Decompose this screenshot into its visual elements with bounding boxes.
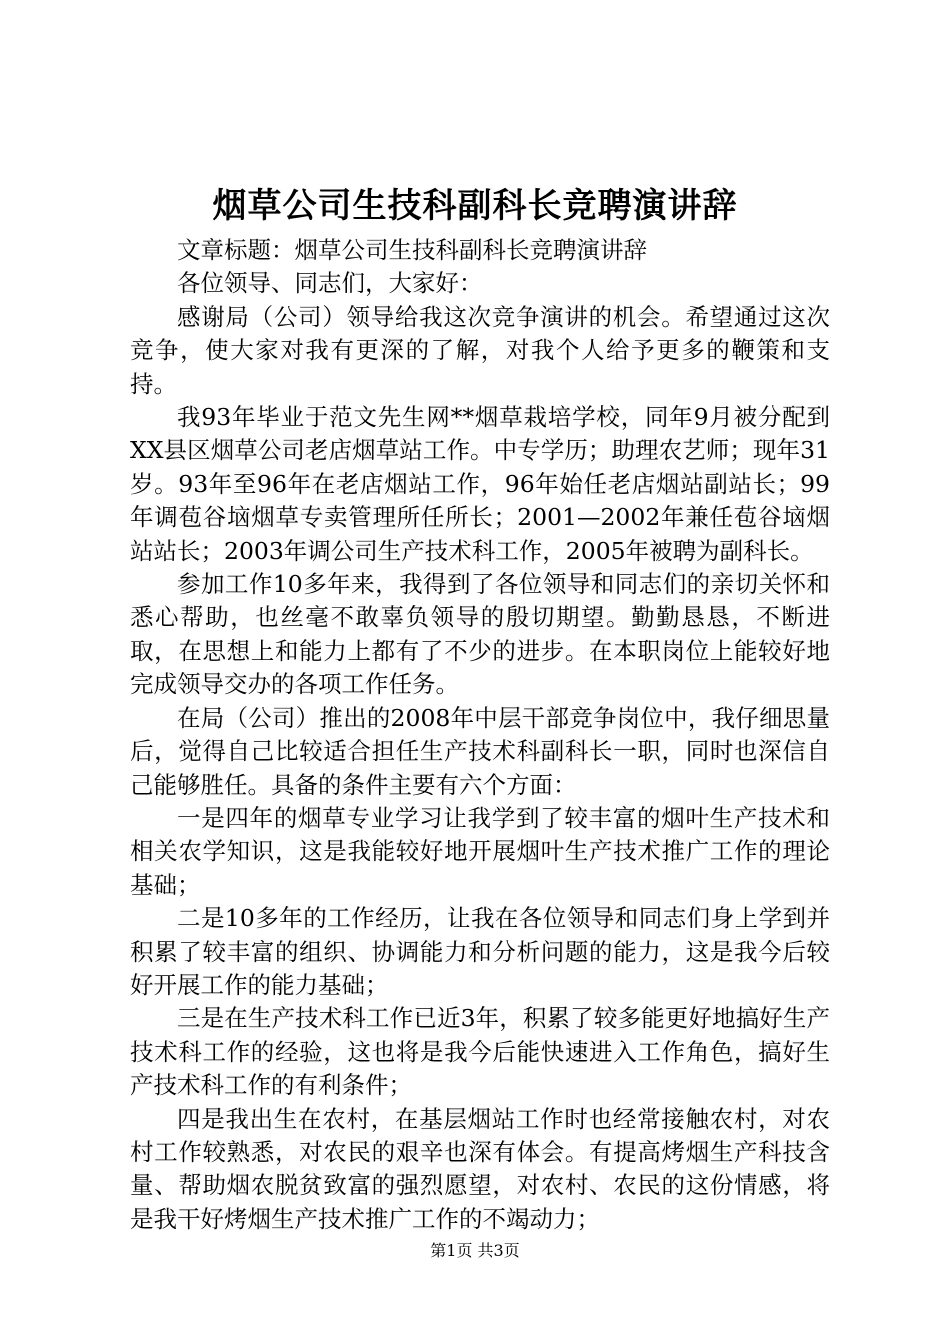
document-body: [130, 234, 830, 1236]
page-footer: 第1页 共3页: [430, 1241, 520, 1260]
paragraph: 感谢局（公司）领导给我这次竞争演讲的机会。希望通过这次竞争，使大家对我有更深的了解，对我个人给予更多的鞭策和支持。: [130, 302, 830, 398]
paragraph: 参加工作10多年来，我得到了各位领导和同志们的亲切关怀和悉心帮助，也丝毫不敢辜负领导的殷切期望。勤勤恳恳，不断进取，在思想上和能力上都有了不少的进步。在本职岗位上能较好地完成领导交办的各项工作任务。: [130, 570, 830, 699]
paragraph: 四是我出生在农村，在基层烟站工作时也经常接触农村，对农村工作较熟悉，对农民的艰辛也深有体会。有提高烤烟生产科技含量、帮助烟农脱贫致富的强烈愿望，对农村、农民的这份情感，将是我干好烤烟生产技术推广工作的不竭动力；: [130, 1104, 830, 1233]
paragraph: 二是10多年的工作经历，让我在各位领导和同志们身上学到并积累了较丰富的组织、协调能力和分析问题的能力，这是我今后较好开展工作的能力基础；: [130, 904, 830, 999]
paragraph: 在局（公司）推出的2008年中层干部竞争岗位中，我仔细思量后，觉得自己比较适合担任生产技术科副科长一职，同时也深信自己能够胜任。具备的条件主要有六个方面：: [130, 703, 830, 799]
paragraph: 各位领导、同志们，大家好：: [177, 269, 483, 298]
paragraph: 三是在生产技术科工作已近3年，积累了较多能更好地搞好生产技术科工作的经验，这也将是我今后能快速进入工作角色，搞好生产技术科工作的有利条件；: [130, 1004, 830, 1100]
paragraph: 我93年毕业于范文先生网**烟草栽培学校，同年9月被分配到XX县区烟草公司老店烟草站工作。中专学历；助理农艺师；现年31岁。93年至96年在老店烟站工作，96年始任老店烟站副站长；99年调苞谷垴烟草专卖管理所任所长；2001—2002年兼任苞谷垴烟站站长；2003年调公司生产技术科工作，2005年被聘为副科长。: [130, 403, 830, 565]
paragraph: 文章标题：烟草公司生技科副科长竞聘演讲辞: [177, 236, 647, 264]
paragraph: 一是四年的烟草专业学习让我学到了较丰富的烟叶生产技术和相关农学知识，这是我能较好地开展烟叶生产技术推广工作的理论基础；: [130, 803, 830, 899]
document-title: 烟草公司生技科副科长竞聘演讲辞: [212, 186, 738, 226]
